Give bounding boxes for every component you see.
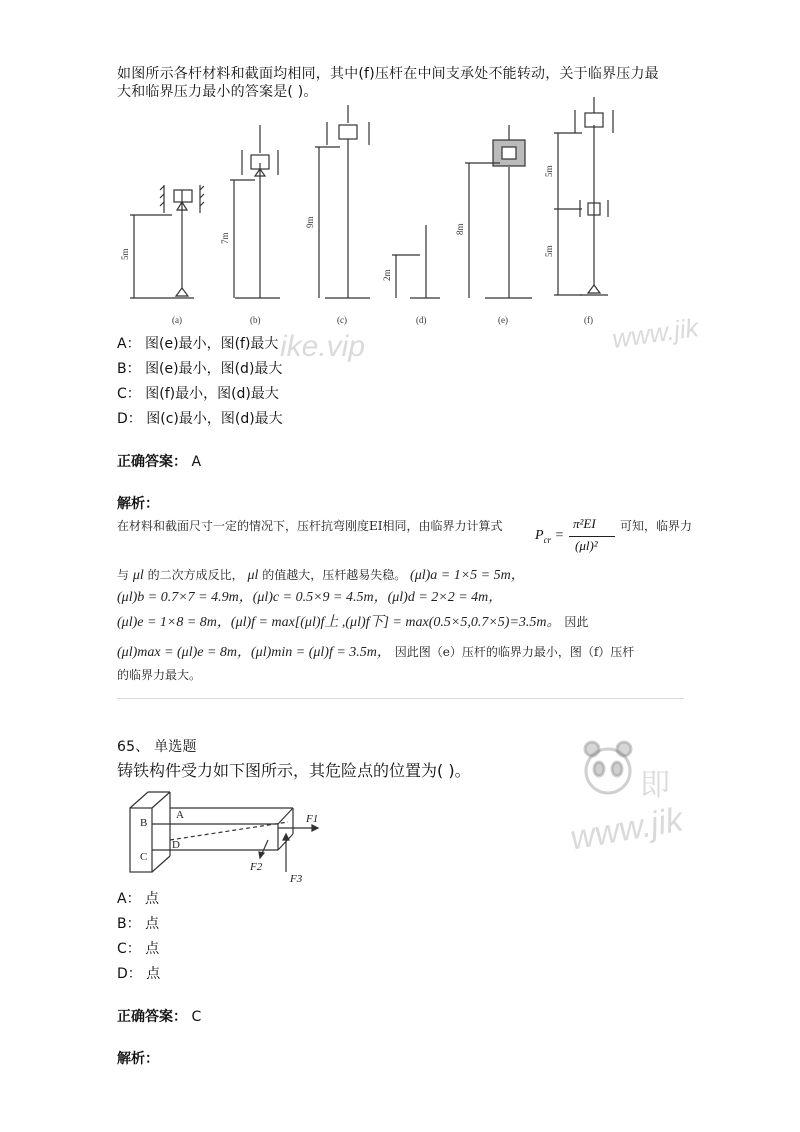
len-e: 8m (455, 223, 465, 235)
beam-label-f2: F2 (250, 861, 263, 873)
option-key: C： (117, 386, 141, 402)
watermark-4: www.jik (567, 800, 686, 858)
len-f-upper: 5m (544, 165, 554, 177)
q64-analysis-line4: (μl)e = 1×8 = 8m，(μl)f = max[(μl)f上 ,(μl)f下] = max(0.5×5,0.7×5)=3.5m。 因此 (117, 615, 589, 630)
watermark-2: www.jik (610, 312, 701, 354)
q64-option-d[interactable] (117, 409, 283, 429)
beam-label-c: C (140, 851, 148, 863)
option-text: 点 (145, 891, 160, 907)
q65-answer (117, 1007, 201, 1027)
option-text: 图(e)最小，图(d)最大 (145, 361, 283, 377)
beam-label-d: D (172, 839, 180, 851)
panel-e: (e) (498, 315, 508, 325)
beam-label-f1: F1 (306, 813, 319, 825)
q64-analysis-line1b: 可知，临界力 (620, 519, 693, 533)
q64-option-c[interactable] (117, 384, 279, 404)
q64-stem-line1: 如图所示各杆材料和截面均相同，其中(f)压杆在中间支承处不能转动，关于临界压力最 (117, 66, 659, 82)
q64-analysis-line5: (μl)max = (μl)e = 8m，(μl)min = (μl)f = 3.5m， 因此图（e）压杆的临界力最小，图（f）压杆 (117, 645, 635, 660)
q64-option-b[interactable] (117, 359, 282, 379)
panel-f: (f) (584, 315, 593, 325)
formula-lhs: $P_{cr}$ = (535, 528, 565, 545)
option-key: C： (117, 941, 141, 957)
formula-numerator: π²EI (573, 516, 596, 531)
q65-option-d[interactable] (117, 964, 160, 984)
len-d: 2m (382, 269, 392, 281)
answer-value: A (191, 454, 202, 470)
option-text: 图(e)最小，图(f)最大 (145, 336, 279, 352)
option-text: 图(c)最小，图(d)最大 (146, 411, 283, 427)
q65-stem: 铸铁构件受力如下图所示，其危险点的位置为( )。 (117, 761, 471, 780)
q65-header (117, 735, 197, 759)
beam-label-f3: F3 (290, 873, 303, 885)
panda-logo-icon (578, 733, 638, 803)
option-text: 点 (146, 966, 161, 982)
q64-analysis-line6: 的临界力最大。 (117, 668, 202, 682)
panel-b: (b) (250, 315, 261, 325)
q65-option-b[interactable] (117, 914, 159, 934)
q64-columns-figure (120, 95, 640, 335)
option-key: A： (117, 336, 141, 352)
column-f (554, 97, 613, 295)
column-c (315, 105, 370, 298)
column-e (465, 125, 532, 298)
column-b (230, 125, 280, 298)
question-number: 65、 (117, 739, 150, 755)
q65-option-a[interactable] (117, 889, 159, 909)
answer-value: C (191, 1009, 202, 1025)
option-key: A： (117, 891, 141, 907)
len-c: 9m (305, 216, 315, 228)
panel-d: (d) (416, 315, 427, 325)
answer-label: 正确答案： (117, 1009, 187, 1025)
q65-analysis-label: 解析： (117, 1051, 159, 1067)
option-key: B： (117, 916, 141, 932)
watermark-3: 即 (640, 769, 670, 802)
question-type: 单选题 (154, 739, 197, 755)
panel-a: (a) (172, 315, 182, 325)
q64-analysis-line2: 与 μl 的二次方成反比， μl 的值越大，压杆越易失稳。 (μl)a = 1×5 = 5m， (117, 568, 525, 583)
option-text: 点 (145, 941, 160, 957)
option-key: D： (117, 411, 142, 427)
question-divider (117, 698, 684, 699)
column-d (392, 225, 440, 298)
q65-beam-figure (128, 790, 328, 886)
beam-label-b: B (140, 817, 148, 829)
q64-analysis-line3: (μl)b = 0.7×7 = 4.9m，(μl)c = 0.5×9 = 4.5m，(μl)d = 2×2 = 4m， (117, 590, 503, 605)
panel-c: (c) (337, 315, 347, 325)
watermark-1: ike.vip (280, 330, 366, 363)
analysis-text: 在材料和截面尺寸一定的情况下，压杆抗弯刚度EI相同，由临界力计算式 (117, 519, 503, 533)
len-b: 7m (220, 232, 230, 244)
option-key: B： (117, 361, 141, 377)
option-text: 图(f)最小，图(d)最大 (145, 386, 279, 402)
formula-denominator: (μl)² (575, 538, 598, 553)
q65-option-c[interactable] (117, 939, 159, 959)
beam-label-a: A (176, 809, 184, 821)
len-f-lower: 5m (544, 245, 554, 257)
q64-analysis-label: 解析： (117, 496, 159, 512)
column-a (130, 185, 204, 298)
q64-answer (117, 452, 201, 472)
option-text: 点 (145, 916, 160, 932)
q64-stem-line2: 大和临界压力最小的答案是( )。 (117, 84, 318, 100)
option-key: D： (117, 966, 142, 982)
len-a: 5m (120, 248, 130, 260)
answer-label: 正确答案： (117, 454, 187, 470)
q64-option-a[interactable] (117, 334, 278, 354)
